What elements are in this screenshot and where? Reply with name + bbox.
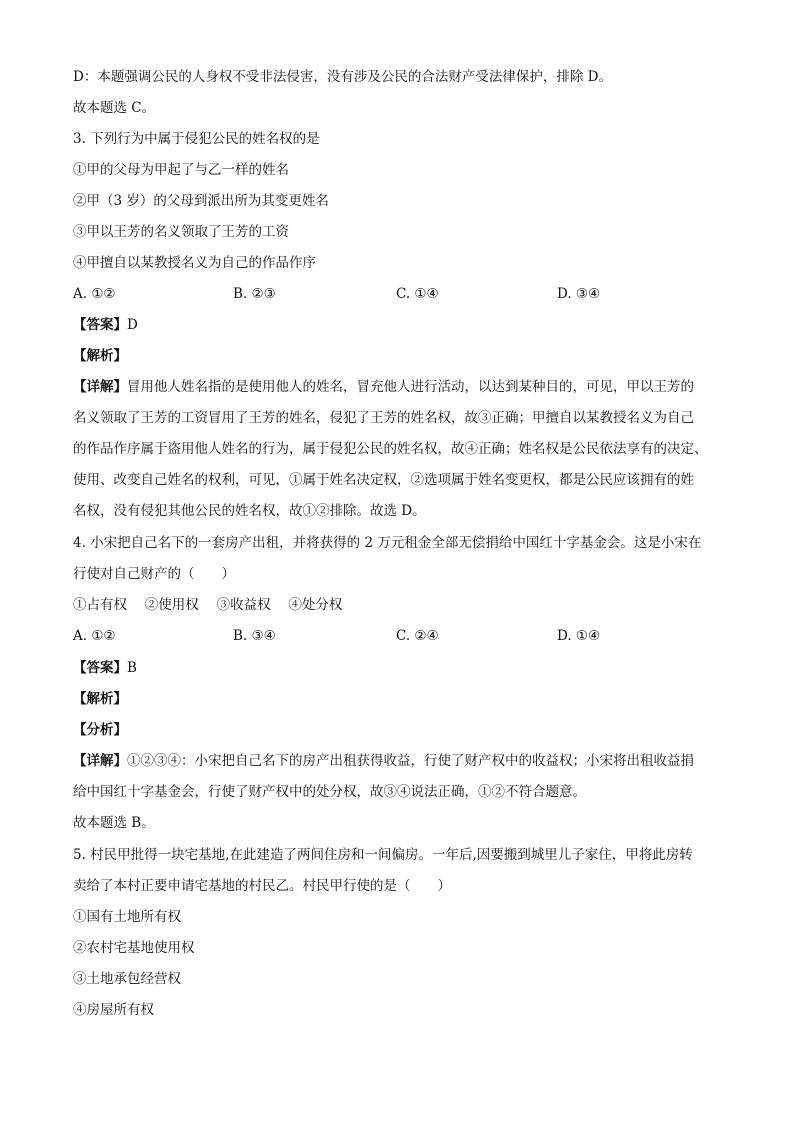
question-3-detail: 名义领取了王芳的工资冒用了王芳的姓名，侵犯了王芳的姓名权，故③正确；甲擅自以某教授名义为自己 [73, 410, 694, 426]
question-3-detail: 使用、改变自己姓名的权利，可见，①属于姓名决定权，②选项属于姓名变更权，都是公民应该拥有的姓 [73, 472, 694, 488]
question-4-option-d: D. ①④ [557, 628, 601, 644]
question-3-option-b: B. ②③ [233, 286, 276, 302]
question-4-option-b: B. ③④ [233, 628, 276, 644]
answer-value: D [127, 317, 138, 333]
detail-tag: 【详解】 [73, 753, 127, 769]
question-5-item: ②农村宅基地使用权 [73, 940, 195, 956]
analyze-tag: 【分析】 [73, 722, 127, 738]
question-4-analysis-tag [73, 690, 754, 708]
question-3-detail: 的作品作序属于盗用他人姓名的行为，属于侵犯公民的姓名权，故④正确；姓名权是公民依法享有的决定、 [73, 441, 708, 457]
question-3-item: ④甲擅自以某教授名义为自己的作品作序 [73, 255, 316, 271]
question-3-answer [73, 316, 754, 334]
question-4-detail [73, 752, 754, 770]
question-4-stem: 4. 小宋把自己名下的一套房产出租，并将获得的 2 万元租金全部无偿捐给中国红十字基金会。这是小宋在 [73, 535, 702, 551]
detail-text: 冒用他人姓名指的是使用他人的姓名，冒充他人进行活动，以达到某种目的，可见，甲以王芳的 [127, 379, 694, 395]
text-line: D：本题强调公民的人身权不受非法侵害，没有涉及公民的合法财产受法律保护，排除 D。 [73, 69, 612, 85]
question-3-detail [73, 378, 754, 396]
question-3-item: ①甲的父母为甲起了与乙一样的姓名 [73, 162, 289, 178]
question-5-item: ④房屋所有权 [73, 1002, 154, 1018]
detail-tag: 【详解】 [73, 379, 127, 395]
analysis-tag: 【解析】 [73, 348, 127, 364]
analysis-tag: 【解析】 [73, 691, 127, 707]
text-line: 故本题选 C。 [73, 100, 156, 116]
question-4-option-a: A. ①② [73, 628, 116, 644]
question-4-analyze-tag [73, 721, 754, 739]
answer-tag: 【答案】 [73, 317, 127, 333]
question-4-detail: 给中国红十字基金会，行使了财产权中的处分权，故③④说法正确，①②不符合题意。 [73, 784, 586, 800]
question-3-stem: 3. 下列行为中属于侵犯公民的姓名权的是 [73, 131, 320, 147]
question-3-analysis-tag [73, 347, 754, 365]
question-3-option-c: C. ①④ [396, 286, 439, 302]
question-5-stem: 5. 村民甲批得一块宅基地,在此建造了两间住房和一间偏房。一年后,因要搬到城里儿子家住，甲将此房转 [73, 847, 693, 863]
question-5-stem: 卖给了本村正要申请宅基地的村民乙。村民甲行使的是（ ） [73, 878, 451, 894]
question-4-option-c: C. ②④ [396, 628, 439, 644]
question-4-stem: 行使对自己财产的（ ） [73, 566, 235, 582]
question-5-item: ③土地承包经营权 [73, 971, 181, 987]
answer-value: B [127, 660, 137, 676]
detail-text: ①②③④：小宋把自己名下的房产出租获得收益，行使了财产权中的收益权；小宋将出租收益捐 [127, 753, 694, 769]
question-3-item: ③甲以王芳的名义领取了王芳的工资 [73, 224, 289, 240]
question-3-option-d: D. ③④ [557, 286, 601, 302]
question-3-detail: 名权，没有侵犯其他公民的姓名权，故①②排除。故选 D。 [73, 503, 426, 519]
answer-tag: 【答案】 [73, 660, 127, 676]
question-3-option-a: A. ①② [73, 286, 116, 302]
question-5-item: ①国有土地所有权 [73, 909, 181, 925]
question-3-item: ②甲（3 岁）的父母到派出所为其变更姓名 [73, 193, 329, 209]
question-4-items: ①占有权 ②使用权 ③收益权 ④处分权 [73, 597, 343, 613]
question-4-conclusion: 故本题选 B。 [73, 815, 155, 831]
question-4-answer [73, 659, 754, 677]
